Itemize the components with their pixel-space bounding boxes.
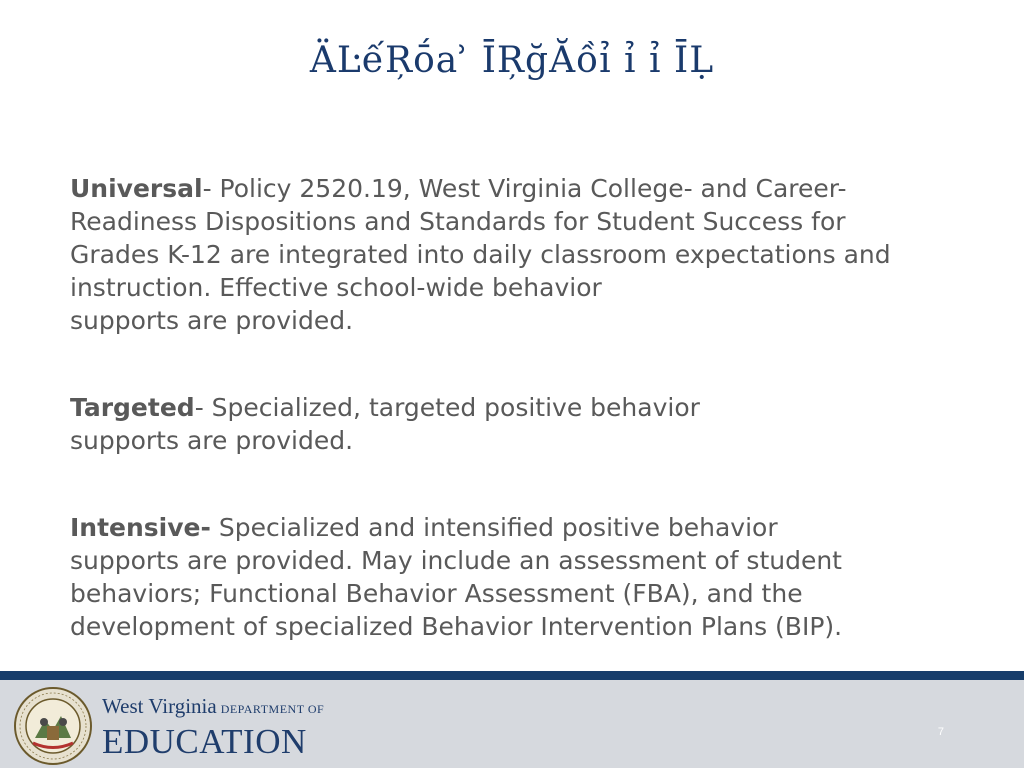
tier-text-line: supports are provided. [70, 426, 354, 455]
tier-term-universal: Universal [70, 174, 203, 203]
tier-text-line: - Policy 2520.19, West Virginia College- and Career- [202, 174, 847, 203]
tier-term-targeted: Targeted [70, 393, 195, 422]
footer [0, 680, 1024, 768]
tier-text-line: development of specialized Behavior Intervention Plans (BIP). [70, 612, 843, 641]
tier-text-line: supports are provided. [70, 306, 354, 335]
footer-divider [0, 671, 1024, 680]
slide-title: ÄĿếŖṓẚ ĪŖğĂồỉ ỉ ỉ ĪḶ [309, 40, 715, 81]
tier-text-line: Readiness Dispositions and Standards for Student Success for [70, 207, 846, 236]
state-seal-logo [13, 686, 93, 766]
page-number: 7 [937, 726, 944, 738]
tier-text-line: - Specialized, targeted positive behavior [194, 393, 700, 422]
tier-text-line: instruction. Effective school-wide behavior [70, 273, 602, 302]
tier-text-line: supports are provided. May include an assessment of student [70, 546, 842, 575]
tier-text-line: Grades K-12 are integrated into daily classroom expectations and [70, 240, 891, 269]
tier-term-intensive: Intensive- [70, 513, 211, 542]
tier-descriptions [70, 172, 970, 643]
tier-targeted [70, 391, 970, 457]
logo-education: EDUCATION [102, 722, 307, 761]
tier-text-line: Specialized and intensified positive behavior [210, 513, 778, 542]
tier-intensive [70, 511, 970, 643]
tier-universal [70, 172, 970, 337]
tier-text-line: behaviors; Functional Behavior Assessment (FBA), and the [70, 579, 803, 608]
logo-state-name: West Virginia [102, 694, 217, 718]
wvde-wordmark [102, 694, 324, 761]
logo-department: DEPARTMENT OF [220, 702, 325, 716]
